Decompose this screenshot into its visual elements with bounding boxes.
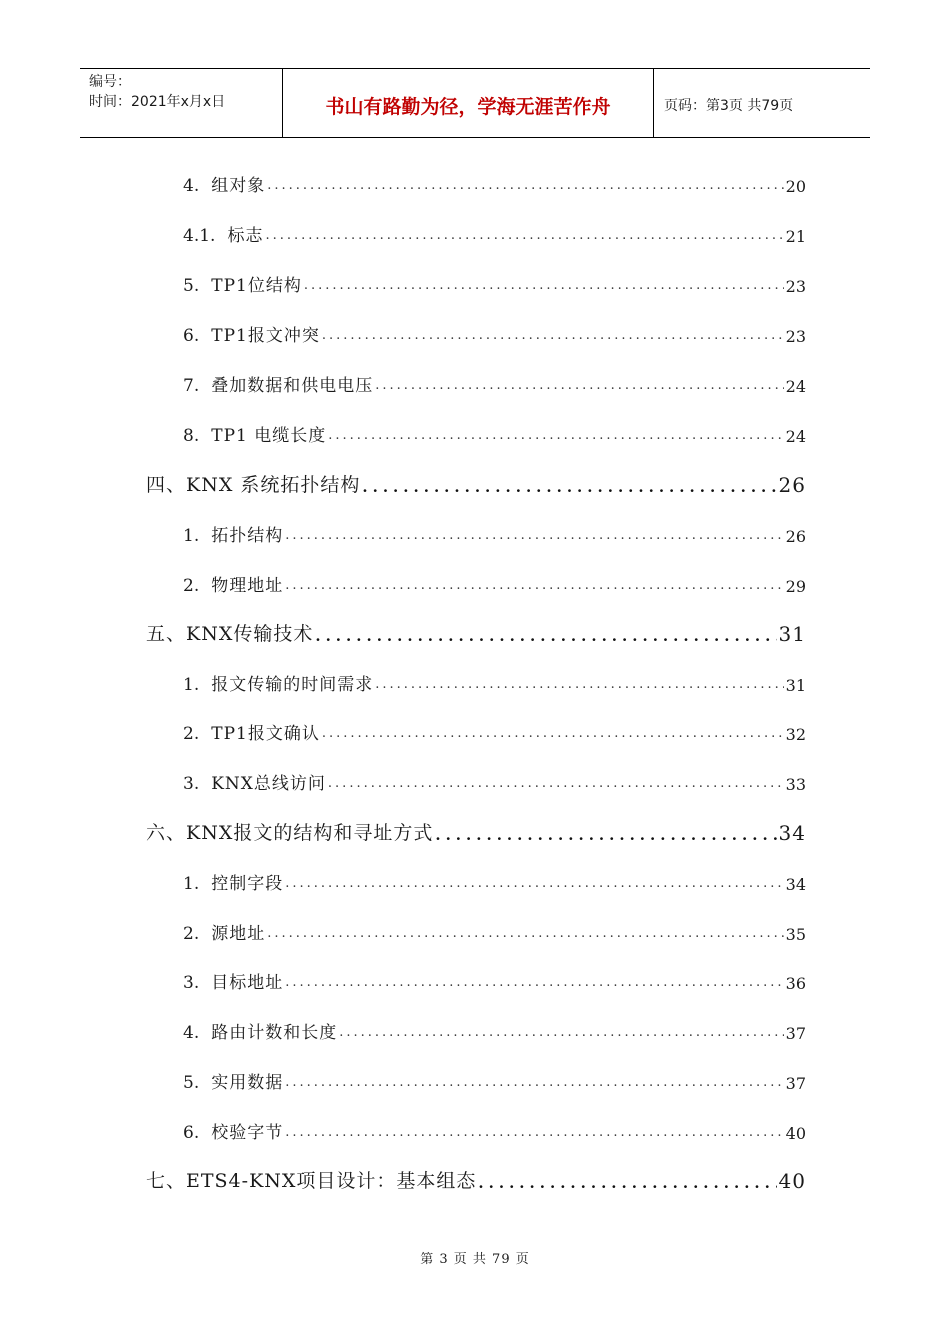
doc-code-label: 编号： — [89, 74, 131, 90]
toc-title: 源地址 — [211, 924, 266, 944]
toc-number: 1. — [183, 675, 200, 695]
toc-number: 5. — [183, 1073, 200, 1093]
header-motto: 书山有路勤为径，学海无涯苦作舟 — [282, 69, 654, 137]
toc-title: 拓扑结构 — [211, 526, 284, 546]
toc-leader — [315, 629, 776, 646]
toc-number: 1. — [183, 874, 200, 894]
toc-entry[interactable] — [183, 372, 806, 396]
toc-number: 3. — [183, 774, 200, 794]
toc-title: 四、KNX 系统拓扑结构 — [146, 474, 361, 496]
toc-page: 33 — [785, 775, 806, 794]
toc-leader — [285, 976, 783, 993]
toc-title: 六、KNX报文的结构和寻址方式 — [146, 822, 434, 844]
toc-number: 4. — [183, 1023, 200, 1043]
toc-page: 29 — [785, 577, 806, 596]
toc-entry[interactable] — [183, 1119, 806, 1143]
toc-entry[interactable] — [183, 920, 806, 944]
toc-entry[interactable] — [183, 720, 806, 744]
toc-title: 实用数据 — [211, 1073, 284, 1093]
toc-page: 31 — [785, 676, 806, 695]
toc-page: 21 — [785, 227, 806, 246]
toc-entry[interactable] — [183, 770, 806, 794]
toc-entry[interactable] — [183, 172, 806, 196]
toc-leader — [478, 1176, 776, 1193]
toc-entry[interactable] — [183, 222, 806, 246]
toc-page: 24 — [785, 427, 806, 446]
toc-page: 23 — [785, 277, 806, 296]
toc-leader — [285, 1076, 783, 1093]
toc-number: 1. — [183, 526, 200, 546]
toc-title: TP1报文确认 — [211, 724, 320, 744]
toc-leader — [435, 828, 776, 845]
toc-entry[interactable] — [183, 1019, 806, 1043]
toc-title: 五、KNX传输技术 — [146, 623, 314, 645]
toc-leader — [328, 429, 783, 446]
toc-page: 40 — [778, 1169, 806, 1193]
toc-leader — [375, 379, 783, 396]
toc-page: 26 — [778, 473, 806, 497]
toc-entry[interactable] — [183, 969, 806, 993]
toc-title: 物理地址 — [211, 576, 284, 596]
toc-page: 23 — [785, 327, 806, 346]
toc-leader — [322, 329, 784, 346]
toc-leader — [285, 579, 783, 596]
toc-title: 报文传输的时间需求 — [211, 675, 374, 695]
toc-title: 目标地址 — [211, 973, 284, 993]
toc-page: 40 — [785, 1124, 806, 1143]
toc-chapter[interactable] — [146, 1167, 806, 1193]
toc-entry[interactable] — [183, 422, 806, 446]
toc-leader — [285, 877, 783, 894]
toc-chapter[interactable] — [146, 471, 806, 497]
toc-number: 8. — [183, 426, 200, 446]
toc-title: TP1报文冲突 — [211, 326, 320, 346]
toc-page: 34 — [785, 875, 806, 894]
toc-number: 5. — [183, 276, 200, 296]
toc-page: 37 — [785, 1074, 806, 1093]
toc-number: 6. — [183, 326, 200, 346]
toc-page: 20 — [785, 177, 806, 196]
page-footer: 第 3 页 共 79 页 — [420, 1252, 530, 1267]
toc-leader — [267, 179, 783, 196]
header-page-info: 页码：第3页 共79页 — [664, 98, 794, 114]
toc-number: 4.1. — [183, 226, 216, 246]
toc-title: 控制字段 — [211, 874, 284, 894]
toc-entry[interactable] — [183, 522, 806, 546]
toc-page: 24 — [785, 377, 806, 396]
toc-entry[interactable] — [183, 870, 806, 894]
toc-title: TP1位结构 — [211, 276, 302, 296]
toc-page: 37 — [785, 1024, 806, 1043]
toc-number: 7. — [183, 376, 200, 396]
toc-number: 2. — [183, 724, 200, 744]
doc-time: 时间：2021年x月x日 — [89, 94, 226, 110]
toc-leader — [267, 927, 783, 944]
toc-title: 路由计数和长度 — [211, 1023, 338, 1043]
toc-number: 4. — [183, 176, 200, 196]
toc-entry[interactable] — [183, 572, 806, 596]
toc-entry[interactable] — [183, 671, 806, 695]
toc-title: 七、ETS4-KNX项目设计：基本组态 — [146, 1170, 477, 1192]
toc-page: 31 — [778, 622, 806, 646]
toc-title: KNX总线访问 — [211, 774, 326, 794]
toc-leader — [328, 777, 784, 794]
toc-leader — [265, 229, 783, 246]
toc-leader — [285, 1126, 783, 1143]
toc-title: TP1 电缆长度 — [211, 426, 327, 446]
toc-number: 2. — [183, 576, 200, 596]
toc-entry[interactable] — [183, 272, 806, 296]
toc-page: 26 — [785, 527, 806, 546]
toc-page: 34 — [778, 821, 806, 845]
toc-title: 标志 — [227, 226, 264, 246]
toc-page: 32 — [785, 725, 806, 744]
toc-title: 校验字节 — [211, 1123, 284, 1143]
toc-page: 36 — [785, 974, 806, 993]
toc-title: 组对象 — [211, 176, 266, 196]
toc-number: 3. — [183, 973, 200, 993]
toc-chapter[interactable] — [146, 819, 806, 845]
toc-entry[interactable] — [183, 1069, 806, 1093]
toc-number: 2. — [183, 924, 200, 944]
toc-leader — [285, 529, 783, 546]
toc-chapter[interactable] — [146, 620, 806, 646]
toc-leader — [375, 678, 783, 695]
toc-leader — [322, 727, 784, 744]
toc-leader — [304, 279, 784, 296]
toc-leader — [362, 480, 776, 497]
toc-entry[interactable] — [183, 322, 806, 346]
toc-leader — [339, 1026, 783, 1043]
toc-number: 6. — [183, 1123, 200, 1143]
toc-page: 35 — [785, 925, 806, 944]
toc-title: 叠加数据和供电电压 — [211, 376, 374, 396]
